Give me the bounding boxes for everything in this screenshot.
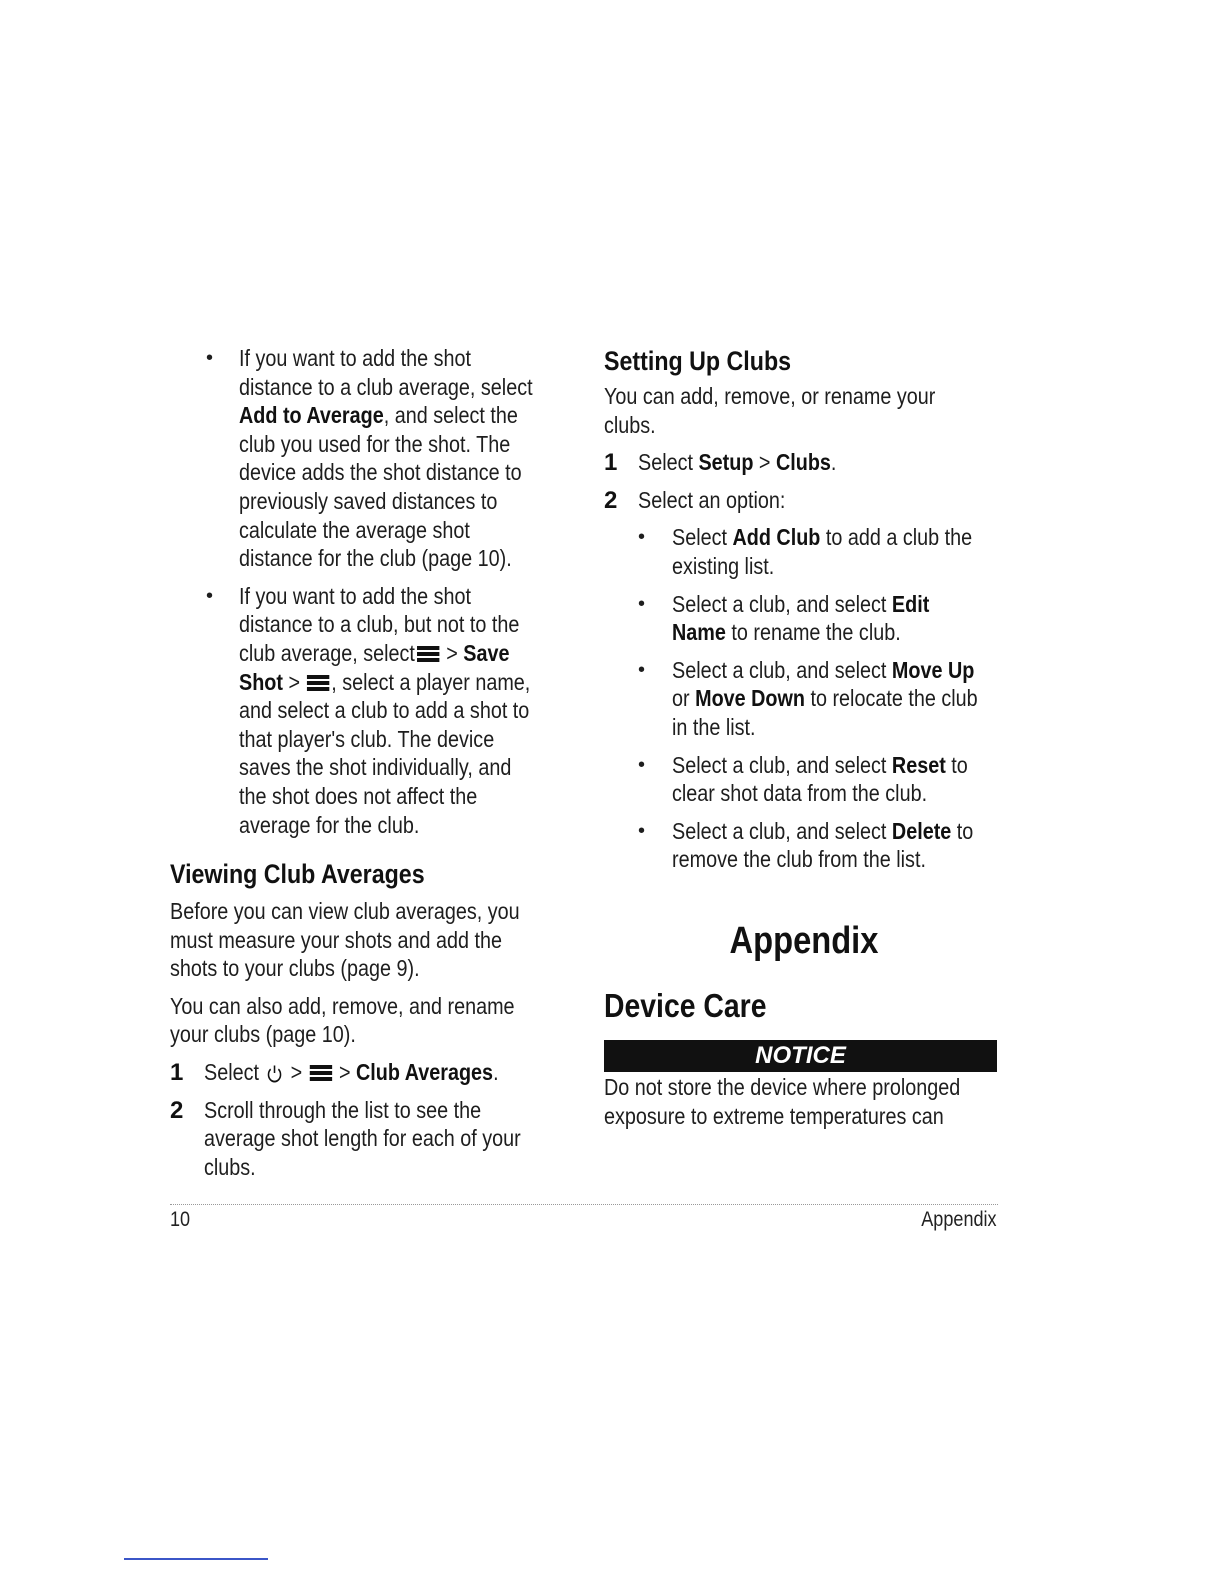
text-line: must measure your shots and add the xyxy=(170,926,503,953)
step-text xyxy=(204,1096,519,1182)
ui-term: Setup xyxy=(698,449,754,476)
text-fragment: Select a club, and select xyxy=(672,656,892,683)
step-item xyxy=(604,486,1004,515)
text-line xyxy=(672,590,958,619)
bullet-text xyxy=(239,582,531,839)
step-number: 1 xyxy=(170,1059,184,1087)
footer-section-name: Appendix xyxy=(921,1208,997,1231)
step-number: 2 xyxy=(170,1096,184,1124)
text-line: distance for the club (page 10). xyxy=(239,545,512,572)
text-fragment: to rename the club. xyxy=(725,619,901,646)
ui-term: Clubs xyxy=(775,449,831,476)
text-line: Do not store the device where prolonged xyxy=(604,1073,961,1100)
step-item xyxy=(170,1096,570,1182)
ui-term: Save xyxy=(463,639,510,666)
text-line xyxy=(239,668,531,697)
ui-term: Shot xyxy=(239,668,283,695)
bullet-dot: • xyxy=(638,753,646,776)
menu-icon xyxy=(307,675,329,692)
option-item xyxy=(604,656,1004,742)
option-text xyxy=(672,523,973,580)
bullet-dot: • xyxy=(638,526,646,549)
text-line: that player's club. The device xyxy=(239,725,495,752)
chapter-title: Appendix xyxy=(729,919,879,962)
text-line xyxy=(672,751,968,780)
step-text xyxy=(204,1058,519,1087)
option-item xyxy=(604,817,1004,874)
notice-banner: NOTICE xyxy=(604,1040,997,1072)
list-item xyxy=(170,344,570,573)
text-line: club you used for the shot. The xyxy=(239,430,511,457)
text-fragment: Select a club, and select xyxy=(672,817,892,844)
ui-term: Add Club xyxy=(732,524,821,551)
section-heading-device-care: Device Care xyxy=(604,986,767,1024)
bullet-dot: • xyxy=(206,584,214,607)
text-line: average for the club. xyxy=(239,811,420,838)
text-fragment: > xyxy=(282,668,306,695)
paragraph xyxy=(604,382,948,439)
text-fragment: to add a club the xyxy=(820,524,973,551)
text-fragment: > xyxy=(285,1059,308,1086)
text-line xyxy=(239,401,524,430)
text-fragment: Select a club, and select xyxy=(672,751,892,778)
text-fragment: . xyxy=(830,449,837,476)
text-line: distance to a club average, select xyxy=(239,373,533,400)
text-line xyxy=(672,523,973,552)
text-fragment: Select a club, and select xyxy=(672,590,892,617)
option-text xyxy=(672,656,978,742)
option-text xyxy=(672,751,968,808)
step-number: 1 xyxy=(604,449,618,477)
power-icon xyxy=(265,1063,284,1085)
ui-term: Move Up xyxy=(891,656,975,683)
ui-term: Delete xyxy=(891,817,952,844)
list-item xyxy=(170,582,570,839)
ui-term: Move Down xyxy=(695,685,805,712)
text-line: distance to a club, but not to the xyxy=(239,611,520,638)
text-line: You can add, remove, or rename your xyxy=(604,383,936,409)
text-line xyxy=(672,684,978,713)
text-fragment: , select a player name, xyxy=(331,668,531,695)
text-line: your clubs (page 10). xyxy=(170,1021,356,1048)
page-number: 10 xyxy=(170,1208,191,1231)
text-line xyxy=(239,639,524,668)
text-line: calculate the average shot xyxy=(239,516,470,543)
ui-term: Reset xyxy=(891,751,946,778)
ui-term: Add to Average xyxy=(239,402,384,429)
notice-text xyxy=(604,1073,961,1130)
text-line xyxy=(672,618,958,647)
text-line: If you want to add the shot xyxy=(239,582,472,609)
ui-term: Name xyxy=(672,619,726,646)
text-line: You can also add, remove, and rename xyxy=(170,992,515,1019)
text-line: saves the shot individually, and xyxy=(239,754,512,781)
text-line: remove the club from the list. xyxy=(672,846,926,873)
text-line: clubs. xyxy=(604,411,656,438)
step-item xyxy=(170,1058,570,1087)
text-line: clubs. xyxy=(204,1153,256,1180)
text-fragment: Select xyxy=(672,524,733,551)
text-line xyxy=(672,656,975,685)
text-fragment: > xyxy=(333,1059,357,1086)
text-line: Before you can view club averages, you xyxy=(170,898,520,925)
step-text xyxy=(638,486,953,515)
text-line: exposure to extreme temperatures can xyxy=(604,1102,944,1129)
bullet-dot: • xyxy=(638,592,646,615)
left-column xyxy=(170,344,570,1190)
text-fragment: Select xyxy=(638,449,699,476)
bullet-text xyxy=(239,344,533,573)
scan-mark-line xyxy=(124,1558,268,1560)
text-line: If you want to add the shot xyxy=(239,345,472,371)
text-fragment: to xyxy=(945,751,968,778)
ui-term: Edit xyxy=(891,590,930,617)
text-line: Scroll through the list to see the xyxy=(204,1096,482,1123)
bullet-dot: • xyxy=(206,347,214,369)
step-item xyxy=(604,448,1004,477)
text-line: and select a club to add a shot to xyxy=(239,697,530,724)
text-fragment: . xyxy=(493,1059,499,1086)
menu-icon xyxy=(309,1065,331,1082)
text-line: Select an option: xyxy=(638,486,786,513)
text-fragment: > xyxy=(753,449,776,476)
bullet-dot: • xyxy=(638,658,646,681)
text-line: in the list. xyxy=(672,713,756,740)
section-heading-viewing: Viewing Club Averages xyxy=(170,859,425,890)
text-fragment: to relocate the club xyxy=(804,685,978,712)
text-fragment: or xyxy=(672,685,696,712)
option-text xyxy=(672,590,958,647)
step-number: 2 xyxy=(604,486,618,514)
option-item xyxy=(604,751,1004,808)
text-fragment: to xyxy=(951,817,974,844)
right-column xyxy=(604,344,1004,1130)
text-line xyxy=(672,817,974,846)
text-fragment: , and select the xyxy=(383,402,518,429)
paragraph xyxy=(170,897,520,983)
menu-icon xyxy=(417,646,439,663)
text-fragment: Select xyxy=(204,1059,265,1086)
option-item xyxy=(604,523,1004,580)
option-text xyxy=(672,817,974,874)
ui-term: Club Averages xyxy=(356,1059,494,1086)
option-item xyxy=(604,590,1004,647)
text-line: shots to your clubs (page 9). xyxy=(170,955,420,982)
text-line xyxy=(204,1058,519,1087)
text-line: existing list. xyxy=(672,552,775,579)
bullet-dot: • xyxy=(638,819,646,842)
step-text xyxy=(638,448,953,477)
text-line: average shot length for each of your xyxy=(204,1125,521,1152)
text-fragment: > xyxy=(440,639,464,666)
text-line: the shot does not affect the xyxy=(239,782,478,809)
text-fragment: club average, select xyxy=(239,639,415,666)
paragraph xyxy=(170,992,514,1049)
section-heading-setting-up: Setting Up Clubs xyxy=(604,346,792,376)
text-line xyxy=(638,448,953,477)
text-line: device adds the shot distance to xyxy=(239,459,522,486)
text-line: previously saved distances to xyxy=(239,487,498,514)
footer-divider xyxy=(170,1204,998,1205)
text-line: clear shot data from the club. xyxy=(672,780,928,807)
